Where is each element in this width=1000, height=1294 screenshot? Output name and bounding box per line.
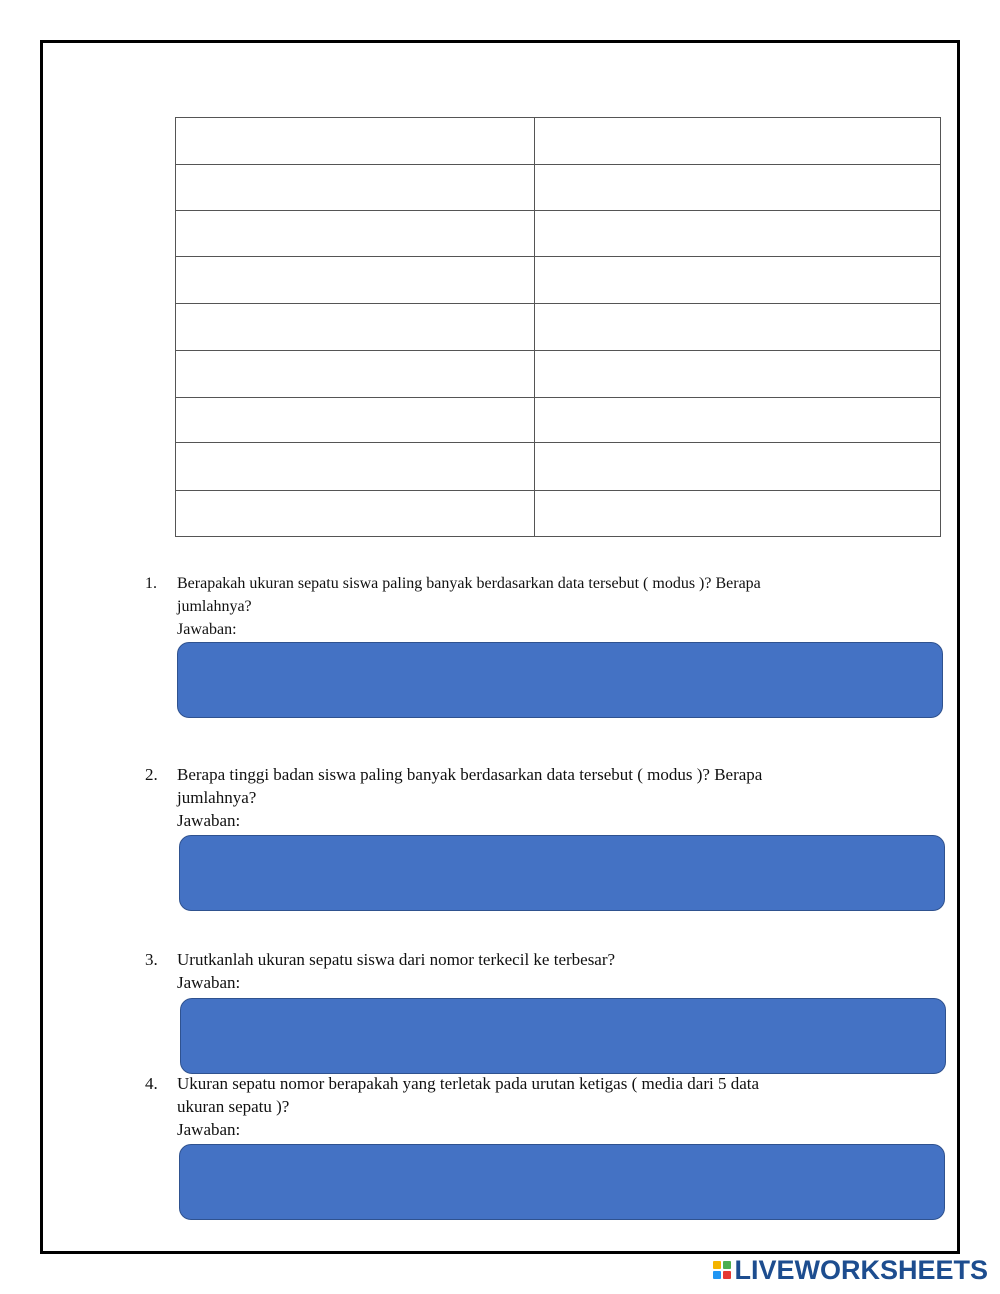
table-cell	[534, 165, 940, 211]
table-cell	[534, 398, 940, 443]
table-cell	[176, 165, 535, 211]
question-3	[145, 948, 865, 994]
answer-input-4[interactable]	[179, 1144, 945, 1220]
table-cell	[176, 443, 535, 491]
table-row	[176, 304, 941, 351]
table-row	[176, 211, 941, 257]
data-table	[175, 117, 941, 537]
liveworksheets-brand	[713, 1253, 988, 1287]
question-1	[145, 572, 865, 641]
question-text-line-2: jumlahnya?	[177, 788, 257, 807]
question-number: 1.	[145, 575, 157, 592]
table-row	[176, 351, 941, 398]
logo-square	[723, 1271, 731, 1279]
table-cell	[534, 491, 940, 537]
logo-square	[713, 1271, 721, 1279]
table-row	[176, 118, 941, 165]
table-cell	[176, 211, 535, 257]
table-cell	[176, 118, 535, 165]
table-cell	[176, 351, 535, 398]
table-row	[176, 257, 941, 304]
question-number: 2.	[145, 765, 158, 784]
answer-label: Jawaban:	[177, 973, 241, 992]
question-text-line-2: ukuran sepatu )?	[177, 1097, 290, 1116]
table-row	[176, 491, 941, 537]
table-row	[176, 165, 941, 211]
question-4	[145, 1072, 865, 1141]
answer-input-3[interactable]	[180, 998, 946, 1074]
question-text-line-1: Berapakah ukuran sepatu siswa paling banyak berdasarkan data tersebut ( modus )? Berapa	[177, 575, 761, 592]
logo-square	[713, 1261, 721, 1269]
brand-name: LIVEWORKSHEETS	[734, 1254, 988, 1285]
logo-square	[723, 1261, 731, 1269]
table-cell	[176, 491, 535, 537]
table-cell	[534, 257, 940, 304]
table-cell	[534, 211, 940, 257]
answer-label: Jawaban:	[177, 621, 237, 638]
liveworksheets-logo-icon	[713, 1261, 731, 1279]
table-row	[176, 443, 941, 491]
table-cell	[534, 304, 940, 351]
question-number: 3.	[145, 950, 158, 969]
question-text-line-1: Urutkanlah ukuran sepatu siswa dari nomor terkecil ke terbesar?	[177, 950, 616, 969]
table-cell	[534, 443, 940, 491]
table-cell	[176, 398, 535, 443]
table-cell	[534, 118, 940, 165]
question-text-line-1: Ukuran sepatu nomor berapakah yang terletak pada urutan ketigas ( media dari 5 data	[177, 1074, 760, 1093]
table-cell	[534, 351, 940, 398]
table-row	[176, 398, 941, 443]
table-cell	[176, 257, 535, 304]
table-cell	[176, 304, 535, 351]
answer-input-2[interactable]	[179, 835, 945, 911]
answer-label: Jawaban:	[177, 811, 241, 830]
question-text-line-2: jumlahnya?	[177, 598, 252, 615]
question-2	[145, 763, 865, 832]
answer-input-1[interactable]	[177, 642, 943, 718]
answer-label: Jawaban:	[177, 1120, 241, 1139]
question-number: 4.	[145, 1074, 158, 1093]
question-text-line-1: Berapa tinggi badan siswa paling banyak berdasarkan data tersebut ( modus )? Berapa	[177, 765, 763, 784]
